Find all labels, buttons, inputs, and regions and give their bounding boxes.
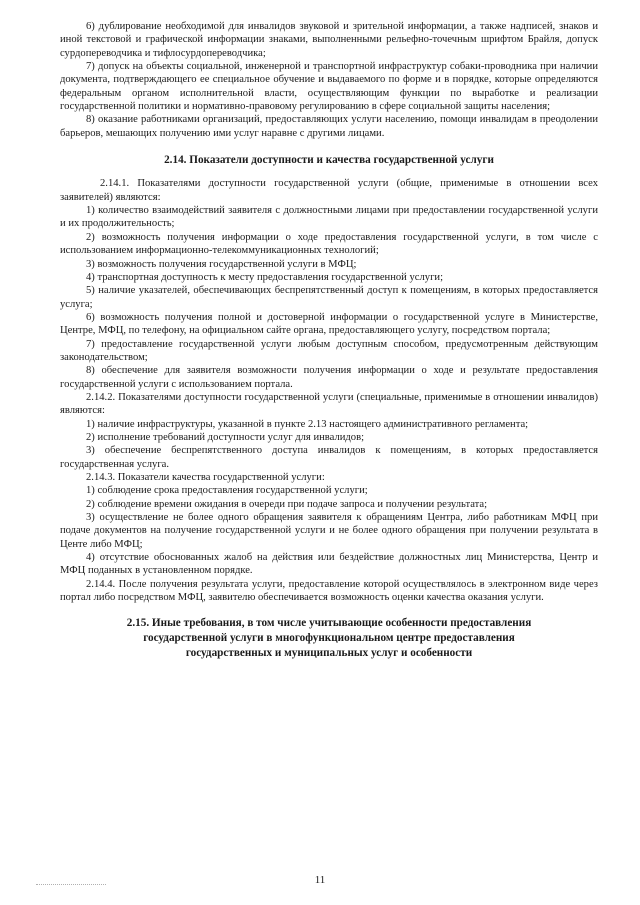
list-item: 3) обеспечение беспрепятственного доступа инвалидов к помещениям, в которых предоставляется государственная услуга. xyxy=(60,445,598,470)
paragraph: 2.14.4. После получения результата услуги, предоставление которой осуществлялось в электронном виде через портал либо посредством МФЦ, заявителю обеспечивается возможность оценки качества оказания услуги. xyxy=(60,578,598,604)
paragraph: 7) допуск на объекты социальной, инженерной и транспортной инфраструктур собаки-проводника при наличии документа, подтверждающего ее специальное обучение и выдаваемого по форме и в порядке, которые определяются федеральным органом исполнительной власти, осуществляющим функции по выработке и реализации государственной политики и нормативно-правовому регулированию в сфере социальной защиты населения; xyxy=(60,61,598,113)
paragraph: 2.14.3. Показатели качества государственной услуги: xyxy=(86,472,325,483)
list-item: 4) отсутствие обоснованных жалоб на действия или бездействие должностных лиц Министерства, Центр и МФЦ поданных в установленном порядке. xyxy=(60,552,598,577)
page-number: 11 xyxy=(314,874,326,886)
list-item: 2) соблюдение времени ожидания в очереди при подаче запроса и получении результата; xyxy=(86,498,488,510)
list-item: 3) возможность получения государственной услуги в МФЦ; xyxy=(86,258,357,270)
list-item: 1) количество взаимодействий заявителя с должностными лицами при предоставлении государственной услуги и их продолжительность; xyxy=(60,205,598,230)
paragraph: 2.14.2. Показателями доступности государственной услуги (специальные, применимые в отношении инвалидов) являются: xyxy=(60,391,598,417)
list-item: 5) наличие указателей, обеспечивающих беспрепятственный доступ к помещениям, в которых предоставляется услуга; xyxy=(60,285,598,310)
list-item: 6) возможность получения полной и достоверной информации о государственной услуге в Министерстве, Центре, МФЦ, по телефону, на официальном сайте органа, предоставляющего услугу, посредством портала; xyxy=(60,311,598,337)
list-item: 3) осуществление не более одного обращения заявителя к обращениям Центра, либо работникам МФЦ при подаче документов на получение государственной услуги и не более одного обращения при получении результата в Центе либо МФЦ; xyxy=(60,512,598,550)
list-item: 1) наличие инфраструктуры, указанной в пункте 2.13 настоящего административного регламента; xyxy=(86,418,529,430)
list-item: 1) соблюдение срока предоставления государственной услуги; xyxy=(86,485,368,497)
paragraph: 8) оказание работниками организаций, предоставляющих услуги населению, помощи инвалидам в преодолении барьеров, мешающих получению ими услуг наравне с другими лицами. xyxy=(60,114,598,139)
list-item: 4) транспортная доступность к месту предоставления государственной услуги; xyxy=(86,271,444,283)
list-item: 8) обеспечение для заявителя возможности получения информации о ходе и результате предоставления государственной услуги с использованием портала. xyxy=(60,365,598,390)
list-item: 7) предоставление государственной услуги любым доступным способом, предусмотренным действующим законодательством; xyxy=(60,338,598,363)
paragraph: 2.14.1. Показателями доступности государственной услуги (общие, применимые в отношении всех заявителей) являются: xyxy=(60,178,598,203)
list-item: 2) возможность получения информации о ходе предоставления государственной услуги, в том числе с использованием информационно-телекоммуникационных технологий; xyxy=(60,231,598,257)
paragraph: 6) дублирование необходимой для инвалидов звуковой и зрительной информации, а также надписей, знаков и иной текстовой и графической информации знаками, выполненными рельефно-точечным шрифтом Брайля, допуск сурдопереводчика и тифлосурдопереводчика; xyxy=(60,21,598,59)
page-body xyxy=(60,20,598,661)
list-item: 2) исполнение требований доступности услуг для инвалидов; xyxy=(86,431,365,443)
section-heading-2-14: 2.14. Показатели доступности и качества государственной услуги xyxy=(164,154,494,167)
section-heading-2-15: 2.15. Иные требования, в том числе учитывающие особенности предоставления государственной услуги в многофункциональном центре предоставления государственных и муниципальных услуг и особенности xyxy=(126,617,532,660)
